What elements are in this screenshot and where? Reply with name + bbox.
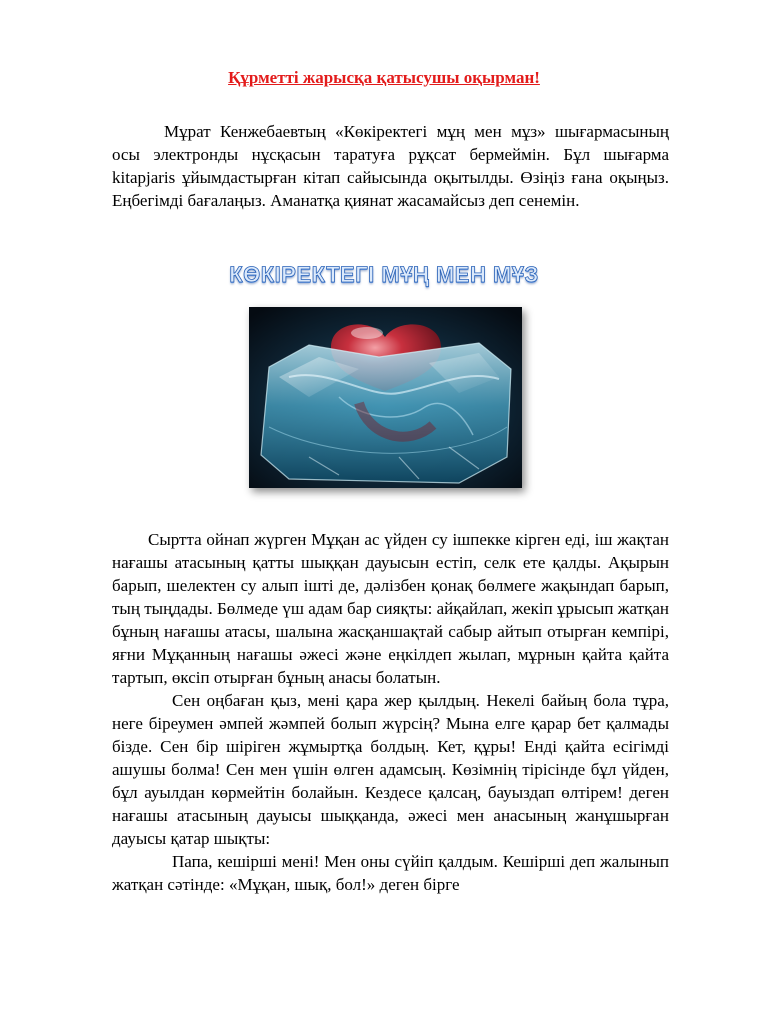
story-paragraph: Папа, кешірші мені! Мен оны сүйіп қалдым. Кешірші деп жалынып жатқан сәтінде: «Мұқан, шық, бол!» деген бірге: [112, 852, 669, 894]
cover-image: [249, 307, 522, 488]
notice-body: Мұрат Кенжебаевтың «Көкіректегі мұң мен мұз» шығармасының осы электронды нұсқасын таратуға рұқсат бермеймін. Бұл шығарма kitapjaris ұйымдастырған кітап сайысында оқытылды. Өзіңіз ғана оқыңыз. Еңбегімді бағалаңыз. Аманатқа қиянат жасамайсыз деп сенемін.: [112, 122, 669, 210]
notice-title: Құрметті жарысқа қатысушы оқырман!: [228, 68, 540, 87]
heart-in-ice-icon: [249, 307, 522, 488]
story-paragraph: Сен оңбаған қыз, мені қара жер қылдың. Некелі байың бола тұра, неге біреумен әмпей жәмпей болып жүрсің? Мына елге қарар бет қалмады бізде. Сен бір шіріген жұмыртқа болдың. Кет, құры! Енді қайта есігімді ашушы болма! Сен мен үшін өлген адамсың. Көзімнің тірісінде бұл үйден, бұл ауылдан көрмейтін болайын. Кездесе қалсаң, бауыздап өлтірем! деген нағашы атасының дауысы шыққанда, әжесі мен анасының жанұшырған дауысы қатар шықты:: [112, 691, 669, 848]
story-paragraph: Сыртта ойнап жүрген Мұқан ас үйден су ішпекке кірген еді, іш жақтан нағашы атасының қатты шыққан дауысын естіп, селк ете қалды. Ақырын барып, шелектен су алып ішті де, дәлізбен қонақ бөлмеге жақындап барып, тың тыңдады. Бөлмеде үш адам бар сияқты: айқайлап, жекіп ұрысып жатқан бұның нағашы атасы, шалына жасқаншақтай сабыр айтып отырған кемпірі, яғни Мұқанның нағашы әжесі және еңкілдеп жылап, мұрнын қайта қайта тартып, өксіп отырған бұның анасы болатын.: [112, 530, 669, 687]
book-title: КӨКІРЕКТЕГІ МҰҢ МЕН МҰЗ: [229, 262, 539, 287]
story-text: [112, 528, 669, 896]
